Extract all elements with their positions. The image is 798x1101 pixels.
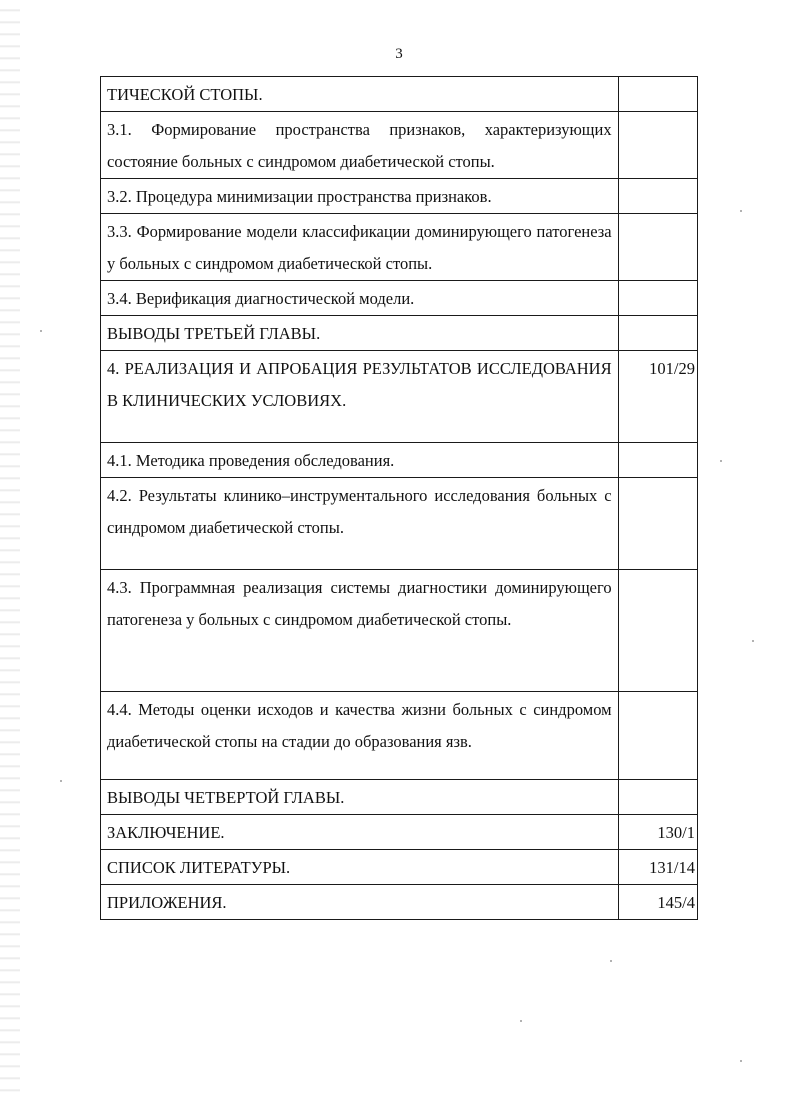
toc-row-page: 101/29 [618,351,697,443]
toc-row [101,570,698,692]
scan-speck [610,960,612,962]
toc-row [101,77,698,112]
scan-speck [752,640,754,642]
toc-row-page [618,692,697,780]
scan-speck [740,1060,742,1062]
toc-row-title: ПРИЛОЖЕНИЯ. [101,885,619,920]
toc-row-title: ВЫВОДЫ ТРЕТЬЕЙ ГЛАВЫ. [101,316,619,351]
toc-row-page [618,179,697,214]
toc-row [101,850,698,885]
toc-row-title: ЗАКЛЮЧЕНИЕ. [101,815,619,850]
toc-row-title: 3.4. Верификация диагностической модели. [101,281,619,316]
toc-row [101,179,698,214]
scan-speck [720,460,722,462]
toc-row [101,478,698,570]
scan-speck [40,330,42,332]
toc-row-page: 130/1 [618,815,697,850]
toc-row [101,316,698,351]
toc-row-title: ВЫВОДЫ ЧЕТВЕРТОЙ ГЛАВЫ. [101,780,619,815]
scan-speck [740,210,742,212]
toc-row-title: 3.1. Формирование пространства признаков, характеризующих состояние больных с синдромом диабетической стопы. [101,112,619,179]
toc-row-page [618,77,697,112]
toc-row-page [618,570,697,692]
toc-row-page [618,316,697,351]
toc-row [101,214,698,281]
toc-row-title: СПИСОК ЛИТЕРАТУРЫ. [101,850,619,885]
toc-row-title: 4.4. Методы оценки исходов и качества жизни больных с синдромом диабетической стопы на стадии до образования язв. [101,692,619,780]
toc-row-page [618,443,697,478]
toc-row [101,351,698,443]
toc-row-page [618,478,697,570]
toc-row-title: 4. РЕАЛИЗАЦИЯ И АПРОБАЦИЯ РЕЗУЛЬТАТОВ ИССЛЕДОВАНИЯ В КЛИНИЧЕСКИХ УСЛОВИЯХ. [101,351,619,443]
toc-row [101,443,698,478]
toc-row-title: 3.3. Формирование модели классификации доминирующего патогенеза у больных с синдромом диабетической стопы. [101,214,619,281]
table-of-contents [100,76,698,920]
toc-row-page: 145/4 [618,885,697,920]
scan-speck [60,780,62,782]
scan-edge-noise [0,0,20,1101]
toc-row-page [618,281,697,316]
toc-row [101,885,698,920]
toc-row-page [618,214,697,281]
toc-row-title: 4.1. Методика проведения обследования. [101,443,619,478]
toc-row-title: 3.2. Процедура минимизации пространства признаков. [101,179,619,214]
scan-speck [520,1020,522,1022]
page-number: 3 [395,46,403,62]
toc-row [101,112,698,179]
toc-row-title: 4.3. Программная реализация системы диагностики доминирующего патогенеза у больных с синдромом диабетической стопы. [101,570,619,692]
toc-row [101,692,698,780]
toc-row-title: ТИЧЕСКОЙ СТОПЫ. [101,77,619,112]
toc-row-page [618,112,697,179]
toc-row-page [618,780,697,815]
toc-row-title: 4.2. Результаты клинико–инструментального исследования больных с синдромом диабетической стопы. [101,478,619,570]
toc-row [101,281,698,316]
toc-row [101,815,698,850]
toc-row-page: 131/14 [618,850,697,885]
toc-row [101,780,698,815]
